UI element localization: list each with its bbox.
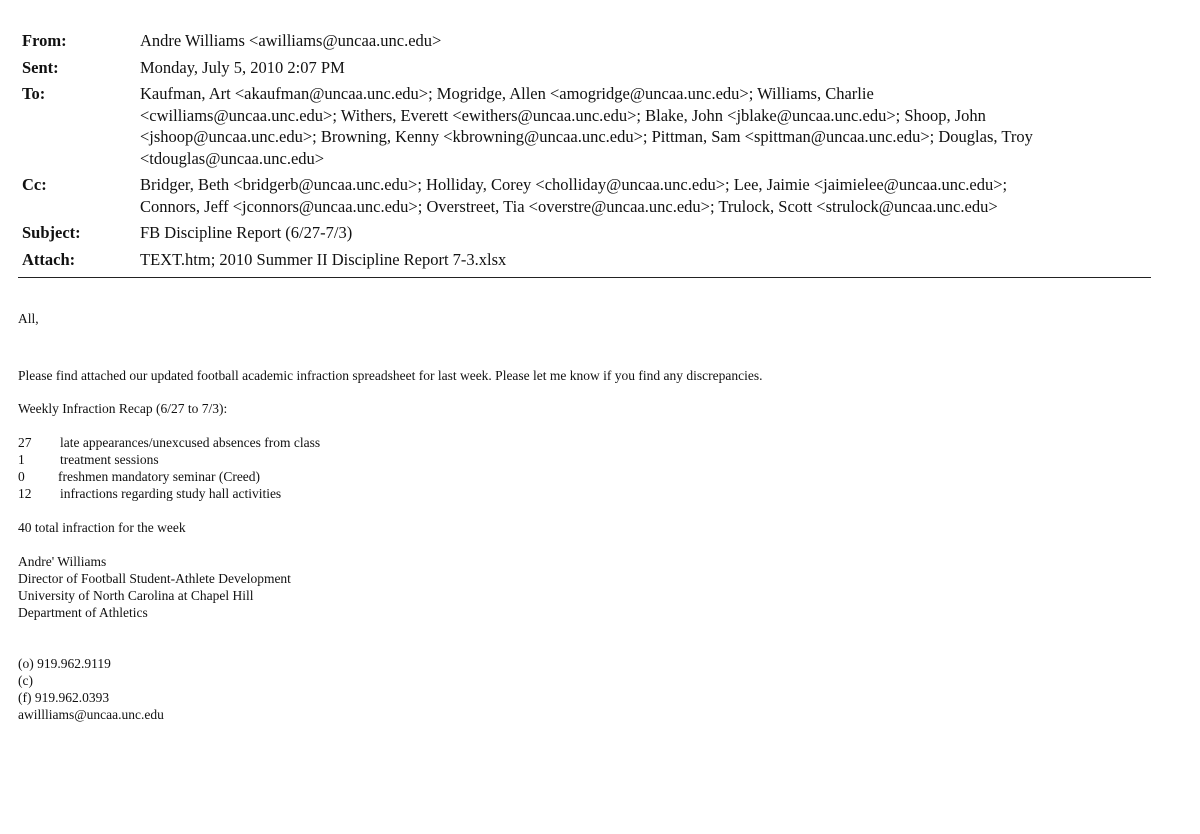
signature-name: Andre' Williams (18, 554, 107, 569)
recap-list (18, 434, 1158, 502)
from-label: From: (22, 31, 67, 50)
intro-paragraph: Please find attached our updated football academic infraction spreadsheet for last week. Please let me know if you find any discrepancies. (18, 368, 763, 383)
sent-value: Monday, July 5, 2010 2:07 PM (140, 57, 345, 77)
recap-text: treatment sessions (60, 452, 159, 467)
header-divider (18, 277, 1151, 278)
recap-item (18, 468, 1158, 485)
recap-item (18, 485, 1158, 502)
cc-label: Cc: (22, 175, 47, 194)
cc-value: Bridger, Beth <bridgerb@uncaa.unc.edu>; Holliday, Corey <cholliday@uncaa.unc.edu>; Lee, Jaimie <jaimielee@uncaa.unc.edu>; Connors, Jeff <jconnors@uncaa.unc.edu>; Overstreet, Tia <overstre@uncaa.unc.edu>; Trulock, Scott <strulock@uncaa.unc.edu> (140, 175, 1008, 216)
signature-dept: Department of Athletics (18, 605, 148, 620)
recap-count: 12 (18, 486, 32, 501)
attach-value: TEXT.htm; 2010 Summer II Discipline Report 7-3.xlsx (140, 249, 507, 269)
subject-row (22, 222, 1162, 244)
to-label: To: (22, 84, 46, 103)
recap-text: infractions regarding study hall activities (60, 486, 282, 501)
greeting: All, (18, 311, 39, 326)
recap-text: freshmen mandatory seminar (Creed) (58, 469, 261, 484)
recap-item (18, 451, 1158, 468)
recap-count: 27 (18, 435, 32, 450)
to-value: Kaufman, Art <akaufman@uncaa.unc.edu>; Mogridge, Allen <amogridge@uncaa.unc.edu>; Williams, Charlie <cwilliams@uncaa.unc.edu>; Withers, Everett <ewithers@uncaa.unc.edu>; Blake, John <jblake@uncaa.unc.edu>; Shoop, John <jshoop@uncaa.unc.edu>; Browning, Kenny <kbrowning@uncaa.unc.edu>; Pittman, Sam <spittman@uncaa.unc.edu>; Douglas, Troy <tdouglas@uncaa.unc.edu> (140, 84, 1033, 168)
recap-item (18, 434, 1158, 451)
signature-cell-phone: (c) (18, 673, 33, 688)
recap-text: late appearances/unexcused absences from class (60, 435, 321, 450)
signature-office-phone: (o) 919.962.9119 (18, 656, 111, 671)
email-header (22, 30, 1162, 270)
attach-row (22, 249, 1162, 271)
from-row (22, 30, 1162, 52)
signature-block (18, 553, 1158, 723)
recap-count: 1 (18, 452, 25, 467)
to-row (22, 83, 1162, 169)
subject-value: FB Discipline Report (6/27-7/3) (140, 223, 353, 242)
email-body (18, 310, 1158, 723)
recap-title: Weekly Infraction Recap (6/27 to 7/3): (18, 401, 228, 416)
signature-org: University of North Carolina at Chapel Hill (18, 588, 254, 603)
from-value: Andre Williams <awilliams@uncaa.unc.edu> (140, 31, 442, 50)
signature-fax: (f) 919.962.0393 (18, 690, 110, 705)
cc-row (22, 174, 1162, 217)
signature-email: awillliams@uncaa.unc.edu (18, 707, 164, 722)
sent-row (22, 57, 1162, 79)
attach-label: Attach: (22, 249, 76, 269)
signature-title: Director of Football Student-Athlete Development (18, 571, 291, 586)
total-line: 40 total infraction for the week (18, 520, 186, 535)
subject-label: Subject: (22, 223, 81, 242)
sent-label: Sent: (22, 57, 59, 77)
recap-count: 0 (18, 469, 25, 484)
